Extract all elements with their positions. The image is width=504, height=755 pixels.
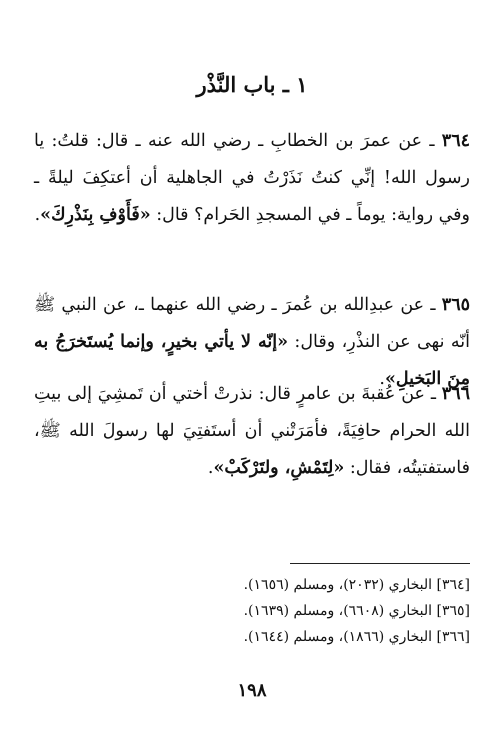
hadith-quote: «إنّه لا يأتي بخيرٍ، وإنما يُستَخرَجُ به مِنَ البَخيلِ» [34,332,470,389]
footnote-365: [٣٦٥] البخاري (٦٦٠٨)، ومسلم (١٦٣٩). [243,603,470,619]
hadith-text: ـ عن عبدِالله بن عُمرَ ـ رضي الله عنهما ـ، عن النبي ﷺ أنّه نهى عن النذْرِ، وقال: [34,295,471,352]
hadith-quote: «فَأَوْفِ بِنَذْرِكَ» [40,205,151,225]
hadith-366 [34,376,470,487]
hadith-end: . [379,369,385,389]
hadith-number: ٣٦٤ [441,131,470,151]
hadith-text: ـ عن عُقبةَ بن عامرٍ قال: نذرتْ أختي أن تَمشِيَ إلى بيتِ الله الحرام حافِيَةً، فأمَرَتْني أن أستَفتِيَ لها رسولَ الله ﷺ، فاستفتيتُه، فقال: [34,384,470,478]
hadith-364 [34,123,470,234]
hadith-end: . [207,458,214,478]
hadith-quote: «لِتَمْشِ، ولتَرْكَبْ» [213,458,345,478]
footnotes [34,572,470,650]
hadith-number: ٣٦٦ [441,384,470,404]
hadith-number: ٣٦٥ [441,295,470,315]
page-number: ١٩٨ [237,680,267,701]
footnote-divider [290,563,470,564]
footnote-364: [٣٦٤] البخاري (٢٠٣٢)، ومسلم (١٦٥٦). [243,577,470,593]
hadith-text: ـ عن عمرَ بن الخطابِ ـ رضي الله عنه ـ قال: قلتُ: يا رسول الله! إنِّي كنتُ نَذَرْتُ في الجاهلية أن أعتكِفَ ليلةً ـ وفي رواية: يوماً ـ في المسجدِ الحَرام؟ قال: [34,131,470,225]
hadith-end: . [34,205,41,225]
footnote-366: [٣٦٦] البخاري (١٨٦٦)، ومسلم (١٦٤٤). [243,629,470,645]
chapter-title: ١ ـ باب النَّذْر [196,72,308,97]
